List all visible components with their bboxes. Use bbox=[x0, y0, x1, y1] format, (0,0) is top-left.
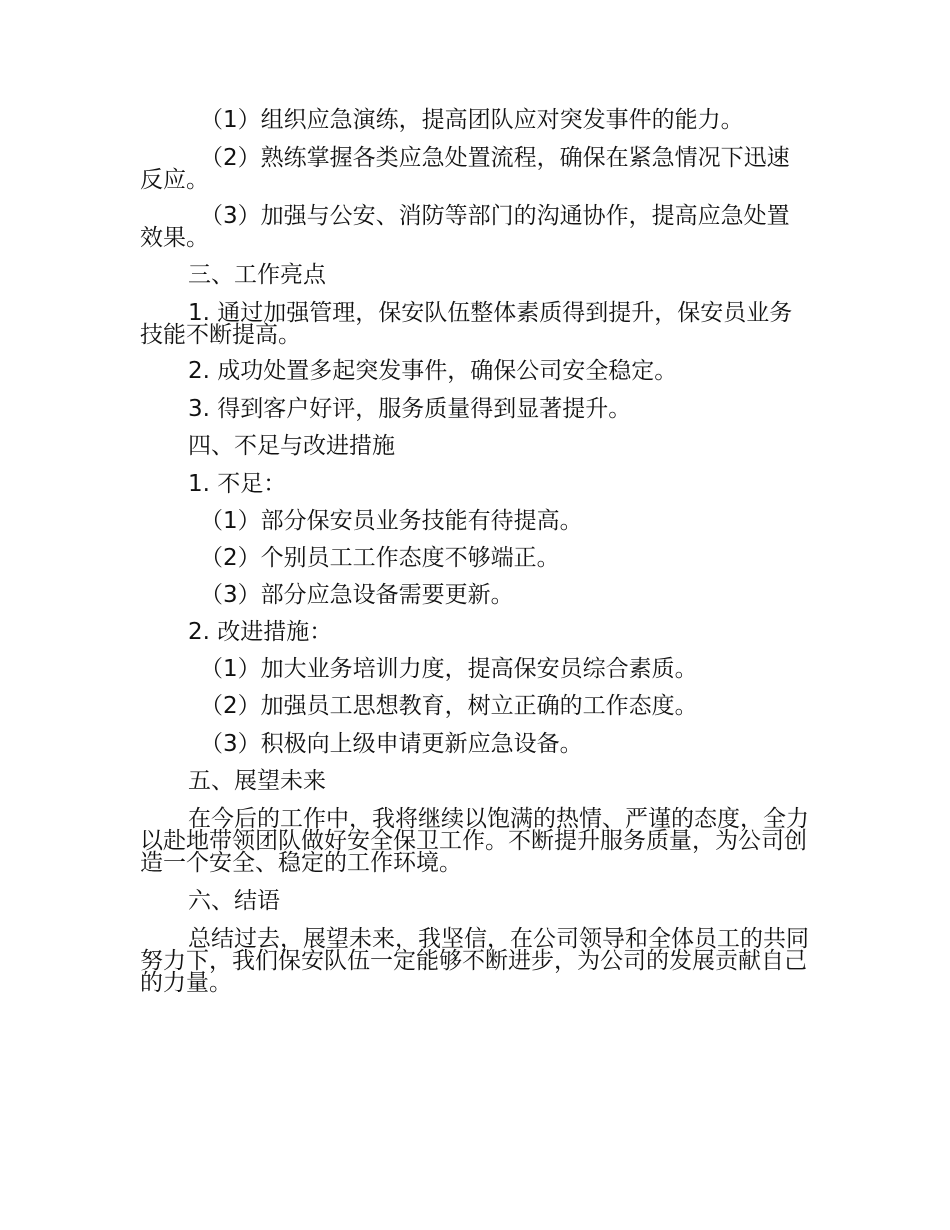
paragraph-emergency-process: （2）熟练掌握各类应急处置流程，确保在紧急情况下迅速反应。 bbox=[140, 145, 790, 193]
heading-highlights: 三、工作亮点 bbox=[188, 262, 326, 288]
paragraph-shortcoming-3: （3）部分应急设备需要更新。 bbox=[200, 582, 514, 608]
heading-conclusion: 六、结语 bbox=[188, 888, 280, 914]
heading-shortcomings: 四、不足与改进措施 bbox=[188, 433, 395, 459]
paragraph-improvement-3: （3）积极向上级申请更新应急设备。 bbox=[200, 731, 583, 757]
paragraph-conclusion: 总结过去，展望未来，我坚信，在公司领导和全体员工的共同努力下，我们保安队伍一定能够不断进步，为公司的发展贡献自己的力量。 bbox=[140, 926, 809, 996]
paragraph-highlight-3: 3. 得到客户好评，服务质量得到显著提升。 bbox=[188, 396, 632, 422]
paragraph-highlight-2: 2. 成功处置多起突发事件，确保公司安全稳定。 bbox=[188, 358, 678, 384]
paragraph-improvement-1: （1）加大业务培训力度，提高保安员综合素质。 bbox=[200, 656, 698, 682]
paragraph-shortcomings-label: 1. 不足： bbox=[188, 471, 287, 497]
paragraph-emergency-drill: （1）组织应急演练，提高团队应对突发事件的能力。 bbox=[200, 107, 744, 133]
paragraph-outlook: 在今后的工作中，我将继续以饱满的热情、严谨的态度，全力以赴地带领团队做好安全保卫工作。不断提升服务质量，为公司创造一个安全、稳定的工作环境。 bbox=[140, 806, 809, 876]
heading-outlook: 五、展望未来 bbox=[188, 768, 326, 794]
paragraph-improvements-label: 2. 改进措施： bbox=[188, 619, 333, 645]
paragraph-cooperation: （3）加强与公安、消防等部门的沟通协作，提高应急处置效果。 bbox=[140, 203, 790, 251]
paragraph-shortcoming-2: （2）个别员工工作态度不够端正。 bbox=[200, 545, 560, 571]
paragraph-shortcoming-1: （1）部分保安员业务技能有待提高。 bbox=[200, 508, 583, 534]
paragraph-highlight-1: 1. 通过加强管理，保安队伍整体素质得到提升，保安员业务技能不断提高。 bbox=[140, 300, 793, 348]
paragraph-improvement-2: （2）加强员工思想教育，树立正确的工作态度。 bbox=[200, 693, 698, 719]
